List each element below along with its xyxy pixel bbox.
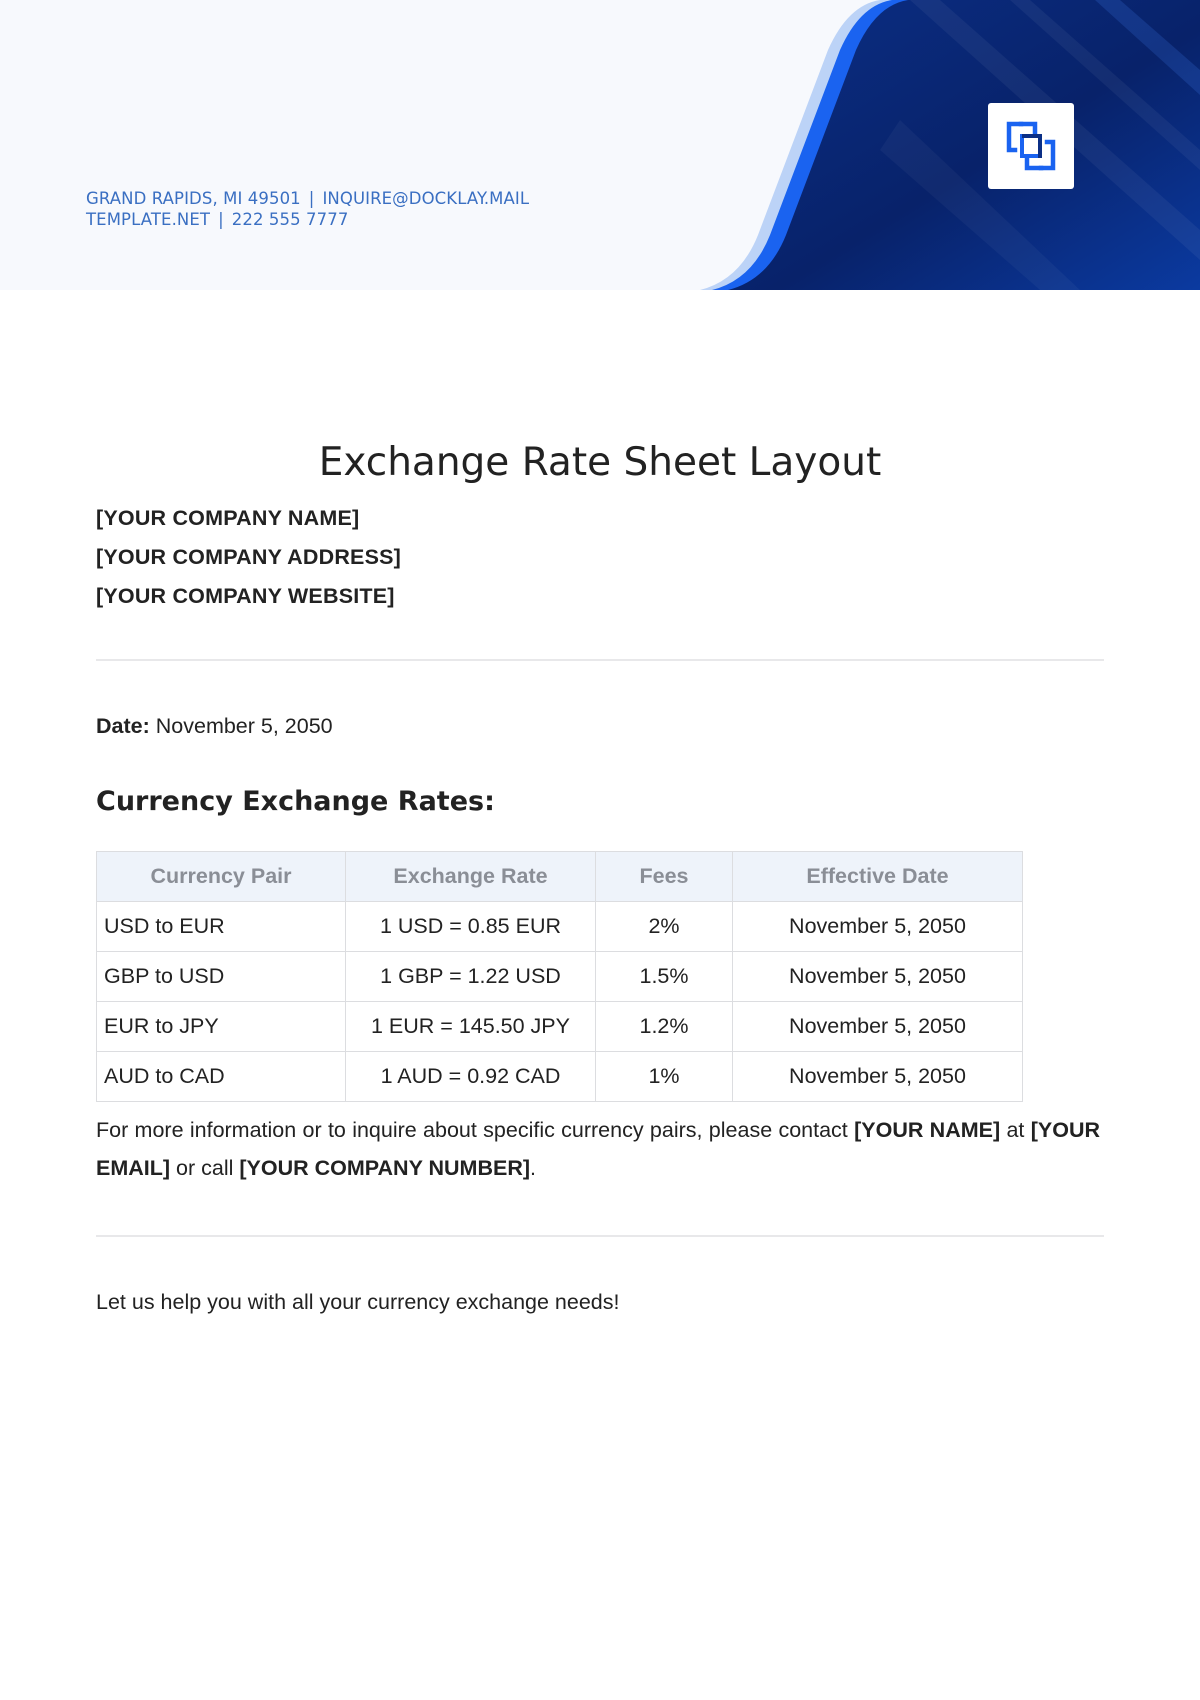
contact-separator: | — [308, 189, 315, 208]
contact-number-placeholder: [YOUR COMPANY NUMBER] — [239, 1156, 531, 1180]
contact-email[interactable]: INQUIRE@DOCKLAY.MAIL — [322, 189, 530, 208]
date-line — [96, 714, 333, 739]
contact-website[interactable]: TEMPLATE.NET — [86, 210, 211, 229]
cell-effective-date: November 5, 2050 — [733, 902, 1023, 952]
table-row — [97, 952, 1023, 1002]
contact-address: GRAND RAPIDS, MI 49501 — [86, 189, 301, 208]
cell-effective-date: November 5, 2050 — [733, 1052, 1023, 1102]
exchange-rates-table — [96, 851, 1023, 1102]
section-heading: Currency Exchange Rates: — [96, 786, 495, 817]
contact-paragraph — [96, 1111, 1100, 1187]
company-details — [96, 499, 401, 616]
header-fees: Fees — [596, 852, 733, 902]
cell-exchange-rate: 1 EUR = 145.50 JPY — [346, 1002, 596, 1052]
bracket-squares-logo-icon — [1005, 120, 1057, 172]
info-text: . — [530, 1156, 536, 1180]
cell-currency-pair: GBP to USD — [97, 952, 346, 1002]
cell-exchange-rate: 1 GBP = 1.22 USD — [346, 952, 596, 1002]
cell-fees: 1.5% — [596, 952, 733, 1002]
info-text: or call — [170, 1156, 240, 1180]
cell-currency-pair: AUD to CAD — [97, 1052, 346, 1102]
cell-exchange-rate: 1 AUD = 0.92 CAD — [346, 1052, 596, 1102]
table-header-row — [97, 852, 1023, 902]
contact-separator: | — [218, 210, 224, 229]
company-address: [YOUR COMPANY ADDRESS] — [96, 545, 402, 569]
divider-bottom — [96, 1235, 1104, 1237]
divider-top — [96, 659, 1104, 661]
header-exchange-rate: Exchange Rate — [346, 852, 596, 902]
contact-info — [86, 188, 529, 230]
cell-currency-pair: EUR to JPY — [97, 1002, 346, 1052]
cell-effective-date: November 5, 2050 — [733, 952, 1023, 1002]
company-name: [YOUR COMPANY NAME] — [96, 506, 360, 530]
contact-line-1 — [86, 188, 529, 209]
contact-name-placeholder: [YOUR NAME] — [854, 1118, 1001, 1142]
document-title: Exchange Rate Sheet Layout — [318, 440, 882, 485]
company-logo — [988, 103, 1074, 189]
letterhead-header — [0, 0, 1200, 290]
company-website: [YOUR COMPANY WEBSITE] — [96, 584, 395, 608]
contact-phone: 222 555 7777 — [231, 210, 349, 229]
contact-line-2 — [86, 209, 529, 230]
info-text: For more information or to inquire about specific currency pairs, please contact — [96, 1118, 855, 1142]
date-label: Date: — [96, 714, 150, 738]
cell-fees: 1.2% — [596, 1002, 733, 1052]
date-value: November 5, 2050 — [155, 714, 333, 738]
table-row — [97, 1052, 1023, 1102]
table-row — [97, 1002, 1023, 1052]
info-text: at — [1000, 1118, 1031, 1142]
cell-effective-date: November 5, 2050 — [733, 1002, 1023, 1052]
cell-fees: 1% — [596, 1052, 733, 1102]
header-effective-date: Effective Date — [733, 852, 1023, 902]
cell-currency-pair: USD to EUR — [97, 902, 346, 952]
contact-email-placeholder: [YOUR EMAIL] — [96, 1118, 1100, 1180]
cell-fees: 2% — [596, 902, 733, 952]
table-row — [97, 902, 1023, 952]
header-currency-pair: Currency Pair — [97, 852, 346, 902]
closing-line: Let us help you with all your currency exchange needs! — [96, 1290, 620, 1314]
cell-exchange-rate: 1 USD = 0.85 EUR — [346, 902, 596, 952]
